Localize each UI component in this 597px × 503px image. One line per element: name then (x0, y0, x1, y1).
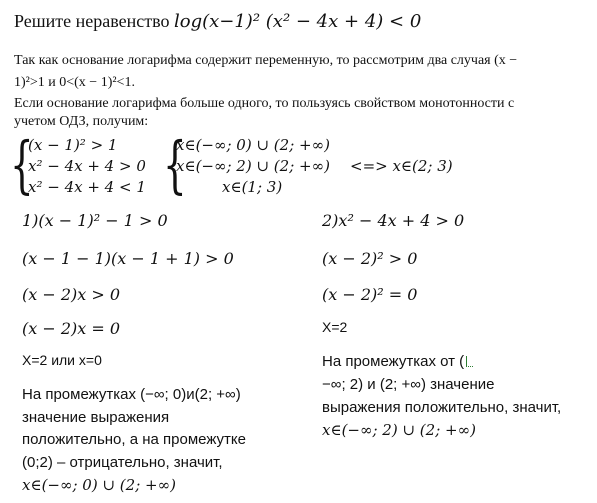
system-right-row-1: x∈(−∞; 0) ∪ (2; +∞) (176, 136, 330, 154)
left-step-1: 1)(x − 1)² − 1 > 0 (22, 211, 168, 230)
left-para-line-4: (0;2) – отрицательно, значит, (22, 454, 223, 471)
intro-line-3: Если основание логарифма больше одного, то пользуясь свойством монотонности с (14, 96, 515, 111)
spellcheck-mark (466, 356, 473, 367)
system-right-row-3: x∈(1; 3) (222, 178, 283, 196)
right-para-line-3: выражения положительно, значит, (322, 399, 562, 416)
right-para-line-1: На промежутках от ( (322, 353, 465, 370)
problem-title (14, 12, 421, 31)
left-step-3: (x − 2)x > 0 (22, 285, 121, 304)
title-prefix: Решите неравенство (14, 11, 174, 31)
intro-line-2: 1)²>1 и 0<(x − 1)²<1. (14, 75, 135, 90)
system-equivalence: <=> x∈(2; 3) (350, 157, 453, 175)
intro-line-1: Так как основание логарифма содержит переменную, то рассмотрим два случая (x − (14, 53, 518, 68)
system-right-row-2: x∈(−∞; 2) ∪ (2; +∞) (176, 157, 330, 175)
left-para-line-2: значение выражения (22, 409, 170, 426)
right-step-2: (x − 2)² > 0 (322, 249, 418, 268)
system-left-row-2: x² − 4x + 4 > 0 (28, 157, 146, 175)
right-step-1: 2)x² − 4x + 4 > 0 (322, 211, 465, 230)
left-answer: x∈(−∞; 0) ∪ (2; +∞) (22, 476, 176, 494)
left-para-line-3: положительно, а на промежутке (22, 431, 246, 448)
right-para-line-2: −∞; 2) и (2; +∞) значение (322, 376, 495, 393)
left-step-4: (x − 2)x = 0 (22, 319, 121, 338)
left-para-line-1: На промежутках (−∞; 0)и(2; +∞) (22, 386, 241, 403)
left-step-2: (x − 1 − 1)(x − 1 + 1) > 0 (22, 249, 234, 268)
system-left-brace: { (10, 128, 34, 201)
system-left-row-1: (x − 1)² > 1 (28, 136, 118, 154)
system-right-brace: { (163, 128, 187, 201)
right-step-3: (x − 2)² = 0 (322, 285, 418, 304)
system-left-row-3: x² − 4x + 4 < 1 (28, 178, 146, 196)
left-roots: X=2 или x=0 (22, 352, 102, 368)
title-formula: log(x−1)² (x² − 4x + 4) < 0 (173, 11, 422, 32)
right-root: X=2 (322, 319, 348, 335)
right-answer: x∈(−∞; 2) ∪ (2; +∞) (322, 421, 476, 439)
intro-line-4: учетом ОДЗ, получим: (14, 114, 149, 129)
